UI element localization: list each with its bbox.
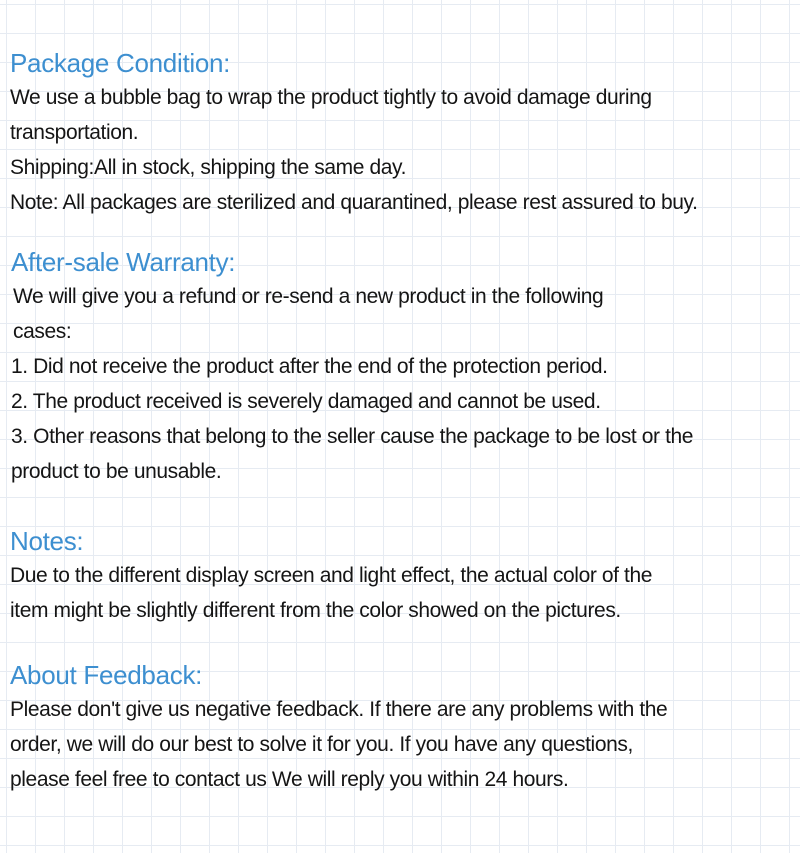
feedback-line: order, we will do our best to solve it for you. If you have any questions,: [10, 733, 633, 756]
warranty-case-item: 2. The product received is severely damaged and cannot be used.: [11, 390, 601, 413]
warranty-line: We will give you a refund or re-send a new product in the following: [13, 285, 604, 308]
warranty-case-item: 3. Other reasons that belong to the seller cause the package to be lost or the: [11, 425, 694, 448]
package-condition-heading: Package Condition:: [10, 48, 231, 78]
feedback-line: please feel free to contact us We will reply you within 24 hours.: [10, 768, 569, 791]
note-line: Note: All packages are sterilized and quarantined, please rest assured to buy.: [10, 191, 698, 214]
after-sale-warranty-heading: After-sale Warranty:: [11, 247, 236, 277]
package-condition-line: transportation.: [10, 121, 139, 144]
notes-line: Due to the different display screen and light effect, the actual color of the: [10, 564, 653, 587]
package-condition-line: We use a bubble bag to wrap the product tightly to avoid damage during: [10, 86, 652, 109]
warranty-case-item: 1. Did not receive the product after the end of the protection period.: [11, 355, 608, 378]
about-feedback-heading: About Feedback:: [10, 660, 203, 690]
after-sale-warranty-section: [10, 245, 790, 489]
warranty-line: cases:: [13, 320, 72, 343]
notes-section: [10, 524, 790, 628]
notes-heading: Notes:: [10, 526, 84, 556]
shipping-line: Shipping:All in stock, shipping the same day.: [10, 156, 407, 179]
package-condition-section: [10, 46, 790, 220]
warranty-case-item: product to be unusable.: [11, 460, 222, 483]
notes-line: item might be slightly different from the color showed on the pictures.: [10, 599, 621, 622]
about-feedback-section: [10, 658, 790, 797]
feedback-line: Please don't give us negative feedback. If there are any problems with the: [10, 698, 668, 721]
